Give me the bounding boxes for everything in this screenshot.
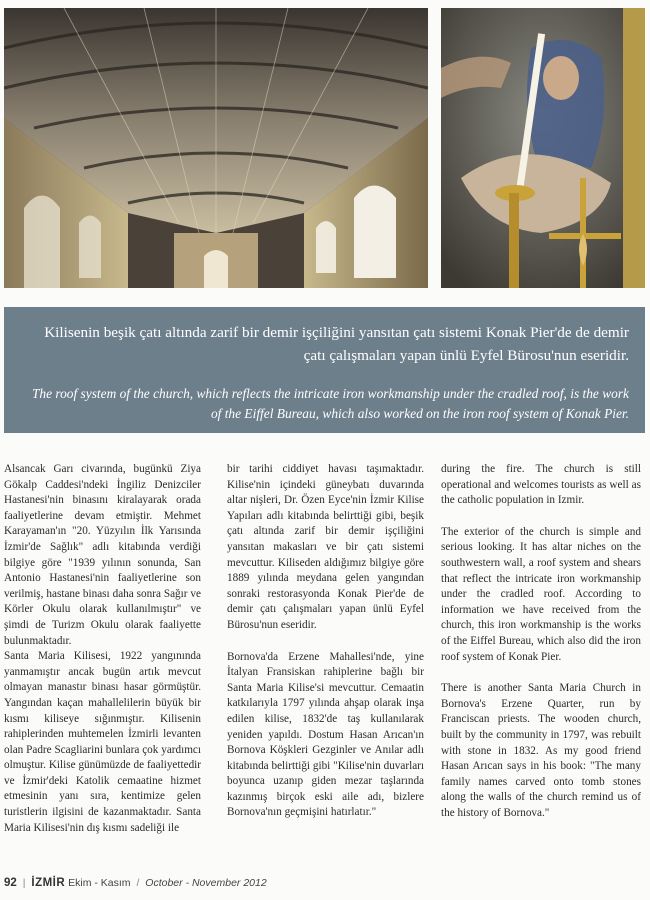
page-number: 92 bbox=[4, 877, 17, 889]
col2-paragraph: Bornova'da Erzene Mahallesi'nde, yine İtalyan Fransiskan rahiplerine bağlı bir Santa Maria Kilise'si mevcuttur. Cemaatin katkılarıyla 1797 yılında ahşap olarak inşa edilen kilise, 1832'de taş kullanılarak yeniden yapıldı. Dostum Hasan Arıcan'ın Bornova Köşkleri Gezginler ve Anılar adlı kitabında belirttiği gibi "Kilise'nin duvarları boyunca uzanıp giden mezar taşlarında kazınmış birçok eski aile adı, bizlere Bornova'nın geçmişini hatırlatır." bbox=[227, 650, 424, 819]
issue-turkish: Ekim - Kasım bbox=[68, 877, 131, 889]
caption-turkish: Kilisenin beşik çatı altında zarif bir demir işçiliğini yansıtan çatı sistemi Konak Pier'de de demir çatı çalışmaları yapan ünlü Eyfel Bürosu'nun eseridir. bbox=[44, 324, 629, 364]
col3-paragraph: during the fire. The church is still operational and welcomes tourists as well as the catholic population in Izmir. bbox=[441, 463, 641, 507]
caption-english: The roof system of the church, which reflects the intricate iron workmanship under the cradled roof, is the work of the Eiffel Bureau, which also worked on the iron roof system of Konak Pier. bbox=[31, 386, 629, 421]
photo-caption-band bbox=[4, 307, 645, 433]
col2-paragraph: bir tarihi ciddiyet havası taşımaktadır. Kilise'nin içindeki güneybatı duvarında altar nişleri, Dr. Özen Eyce'nin İzmir Kilise Yapıları adlı kitabında belirttiği gibi, beşik çatı altında zarif bir demir işçiliğini yansıtan makasları ve bir çatı sistemi mevcuttur. Kiliseden aldığımız bilgiye göre 1889 yılında meydana gelen yangından sonraki restorasyonda Konak Pier'de de demir çatı çalışmaları yapan ünlü Eyfel Bürosu'nun eseridir. bbox=[227, 463, 424, 631]
article-column-2 bbox=[227, 462, 424, 821]
col1-paragraph: Alsancak Garı civarında, bugünkü Ziya Gökalp Caddesi'ndeki İngiliz Denizciler Hastanesi'nin binasını kiralayarak orada faaliyetlerine devam etmiştir. Mehmet Karayaman'ın "20. Yüzyılın İlk Yarısında İzmir'de Sağlık" adlı kitabında verdiği bilgiye göre "1939 yılının sonunda, San Antonio Hastanesi'nin faaliyetlerine son verilmiş, hastane binası daha sonra Sağır ve Körler Okulu olarak kullanılmıştır" ve şimdi de Turizm Okulu olarak faaliyette bulunmaktadır. bbox=[4, 463, 201, 647]
article-column-3 bbox=[441, 462, 641, 821]
pieta-painting-photo bbox=[441, 8, 645, 288]
col3-paragraph: There is another Santa Maria Church in Bornova's Erzene Quarter, run by Franciscan priests. The wooden church, built by the community in 1797, was rebuilt with stone in 1832. As my good friend Hasan Arıcan says in his book: "The many family names carved onto tomb stones along the walls of the church remind us of the history of Bornova." bbox=[441, 682, 641, 819]
footer-slash: / bbox=[136, 877, 140, 889]
issue-english: October - November 2012 bbox=[145, 877, 267, 889]
article-column-1 bbox=[4, 462, 201, 836]
pieta-painting-image bbox=[441, 8, 645, 288]
col1-paragraph: Santa Maria Kilisesi, 1922 yangınında yanmamıştır ancak bugün artık mevcut olmayan manastır binası hasar görmüştür. Yangından kaçan mahallelilerin büyük bir kısmı kiliseye sığınmıştır. Kilisenin rahiplerinden muhtemelen İzmirli levanten olan Padre Scagliarini bunlara çok yardımcı olmuştur. Kilise günümüzde de faaliyettedir ve İzmir'deki Katolik cemaatine hizmet etmesinin yanı sıra, kentimize gelen turistlerin ilgisini de kazanmaktadır. Santa Maria Kilisesi'nin dış kısmı sadeliği ile bbox=[4, 650, 201, 834]
col3-paragraph: The exterior of the church is simple and serious looking. It has altar niches on the southwestern wall, a roof system and shears that reflect the intricate iron workmanship under the cradled roof. According to information we have received from the church, this iron workmanship is the works of the Eiffel Bureau, which also did the iron roof system of Konak Pier. bbox=[441, 525, 641, 663]
church-interior-image bbox=[4, 8, 428, 288]
magazine-name: İZMİR bbox=[31, 877, 66, 889]
page-footer bbox=[4, 877, 267, 889]
church-interior-photo bbox=[4, 8, 428, 288]
footer-divider: | bbox=[22, 877, 26, 889]
